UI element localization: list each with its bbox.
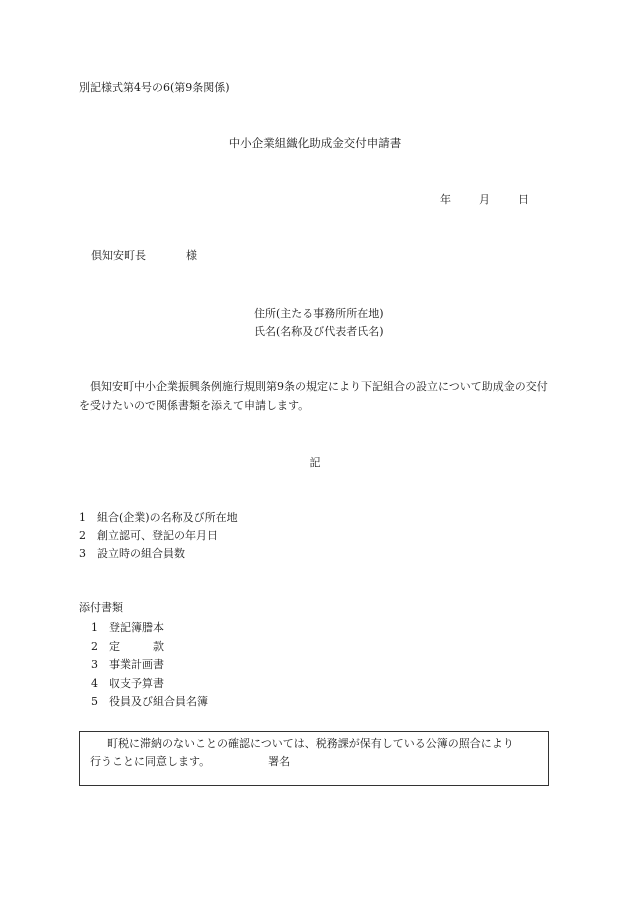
item-text: 設立時の組合員数 — [97, 547, 185, 560]
date-line — [440, 193, 529, 207]
date-day: 日 — [518, 193, 529, 206]
applicant-address-label: 住所(主たる事務所所在地) — [254, 307, 384, 320]
list-item — [91, 656, 208, 675]
addressee-honorific: 様 — [186, 249, 197, 262]
tax-consent-text: 行うことに同意します。 — [90, 755, 211, 768]
attachment-number: 1 — [91, 621, 98, 634]
item-list — [79, 509, 238, 563]
applicant-block — [254, 305, 384, 341]
date-year: 年 — [440, 193, 451, 206]
attachment-number: 3 — [91, 658, 98, 671]
attachment-text: 定 款 — [109, 639, 164, 653]
attachments-heading: 添付書類 — [79, 601, 123, 614]
attachment-text: 収支予算書 — [109, 676, 164, 690]
item-text: 創立認可、登記の年月日 — [97, 529, 218, 542]
applicant-name-label: 氏名(名称及び代表者氏名) — [254, 325, 384, 338]
addressee — [91, 249, 197, 263]
list-item — [91, 693, 208, 712]
document-title: 中小企業組織化助成金交付申請書 — [228, 136, 402, 150]
list-item — [79, 527, 238, 545]
attachment-list — [91, 619, 208, 712]
list-item — [91, 675, 208, 694]
ki-heading: 記 — [309, 456, 321, 469]
list-item — [91, 638, 208, 657]
body-paragraph: 倶知安町中小企業振興条例施行規則第9条の規定により下記組合の設立について助成金の交付を受けたいので関係書類を添えて申請します。 — [79, 380, 548, 412]
attachment-number: 5 — [91, 695, 98, 708]
list-item — [79, 545, 238, 563]
attachment-number: 4 — [91, 676, 98, 690]
item-number: 3 — [79, 547, 86, 560]
attachment-text: 登記簿謄本 — [109, 621, 164, 634]
list-item — [79, 509, 238, 527]
tax-consent-line1: 町税に滞納のないことの確認については、税務課が保有している公簿の照合により — [107, 737, 514, 750]
date-month: 月 — [479, 193, 490, 206]
attachment-text: 事業計画書 — [109, 658, 164, 671]
item-number: 1 — [79, 511, 86, 524]
item-text: 組合(企業)の名称及び所在地 — [97, 511, 238, 524]
signature-label: 署名 — [268, 755, 291, 768]
tax-consent-line2 — [90, 753, 540, 771]
attachment-text: 役員及び組合員名簿 — [109, 695, 208, 708]
addressee-name: 倶知安町長 — [91, 249, 146, 262]
item-number: 2 — [79, 529, 86, 542]
list-item — [91, 619, 208, 638]
tax-consent-box — [79, 731, 549, 786]
attachment-number: 2 — [91, 639, 98, 653]
form-number: 別記様式第4号の6(第9条関係) — [79, 81, 230, 94]
